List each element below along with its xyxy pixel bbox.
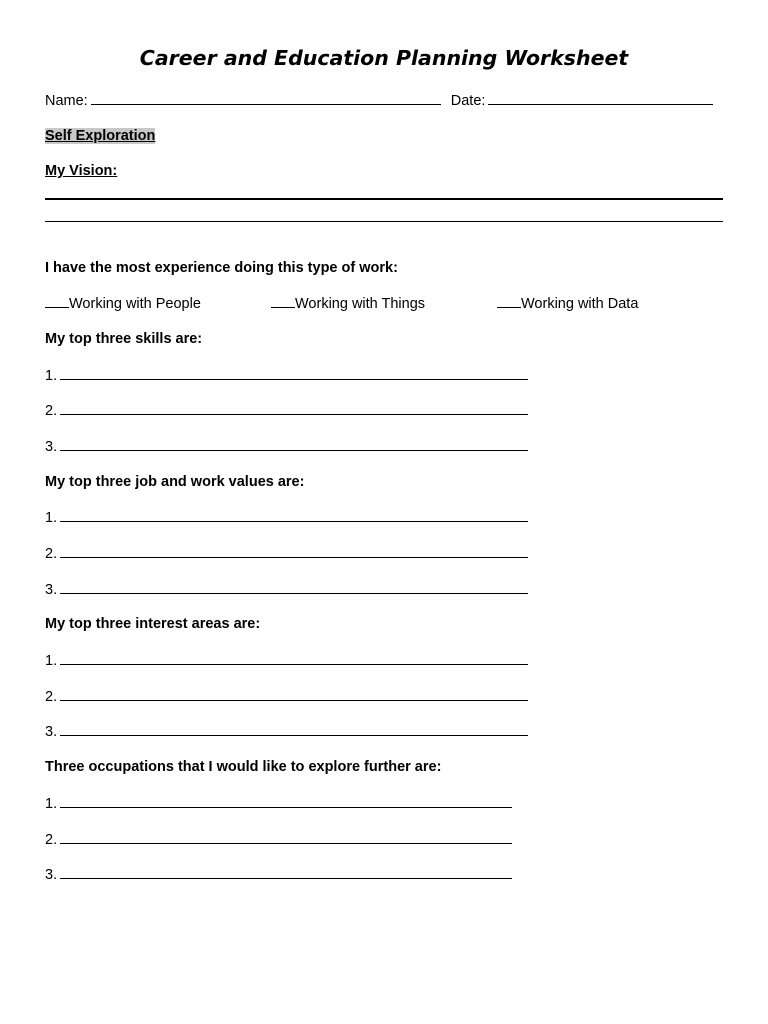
interest-field-2[interactable]: [60, 686, 528, 701]
skills-prompt: My top three skills are:: [45, 331, 203, 347]
section-heading: [45, 126, 155, 146]
item-number: 3.: [45, 582, 58, 598]
vision-line-2[interactable]: [45, 221, 723, 222]
list-item: [45, 793, 512, 814]
item-number: 1.: [45, 510, 58, 526]
item-number: 2.: [45, 546, 58, 562]
item-number: 2.: [45, 689, 58, 705]
list-item: [45, 864, 512, 885]
item-number: 1.: [45, 653, 58, 669]
item-number: 3.: [45, 439, 58, 455]
self-exploration-heading: Self Exploration: [45, 128, 156, 144]
option-people[interactable]: [45, 293, 201, 314]
page-title: Career and Education Planning Worksheet: [139, 46, 629, 70]
item-number: 1.: [45, 796, 58, 812]
option-data-blank[interactable]: [497, 293, 521, 308]
occupation-field-3[interactable]: [60, 864, 512, 879]
values-prompt: My top three job and work values are:: [45, 474, 305, 490]
experience-prompt: I have the most experience doing this type of work:: [45, 260, 398, 276]
occupation-field-1[interactable]: [60, 793, 512, 808]
name-label: Name:: [45, 93, 88, 109]
option-things-label: Working with Things: [295, 296, 426, 312]
interests-prompt: My top three interest areas are:: [45, 616, 261, 632]
date-field[interactable]: [488, 90, 713, 105]
list-item: [45, 579, 528, 600]
item-number: 3.: [45, 867, 58, 883]
date-label: Date:: [450, 93, 486, 109]
value-field-2[interactable]: [60, 543, 528, 558]
list-item: [45, 543, 528, 564]
name-field[interactable]: [91, 90, 441, 105]
option-data[interactable]: [497, 293, 638, 314]
interest-field-1[interactable]: [60, 650, 528, 665]
vision-line-1[interactable]: [45, 198, 723, 200]
skill-field-3[interactable]: [60, 436, 528, 451]
skill-field-2[interactable]: [60, 400, 528, 415]
value-field-3[interactable]: [60, 579, 528, 594]
option-things[interactable]: [271, 293, 425, 314]
skill-field-1[interactable]: [60, 365, 528, 380]
item-number: 2.: [45, 832, 58, 848]
item-number: 1.: [45, 368, 58, 384]
occupation-field-2[interactable]: [60, 829, 512, 844]
name-date-row: [45, 90, 713, 111]
option-people-label: Working with People: [69, 296, 201, 312]
option-people-blank[interactable]: [45, 293, 69, 308]
list-item: [45, 436, 528, 457]
value-field-1[interactable]: [60, 507, 528, 522]
list-item: [45, 829, 512, 850]
list-item: [45, 365, 528, 386]
item-number: 2.: [45, 403, 58, 419]
list-item: [45, 507, 528, 528]
list-item: [45, 686, 528, 707]
option-data-label: Working with Data: [521, 296, 639, 312]
occupations-prompt: Three occupations that I would like to explore further are:: [45, 759, 442, 775]
interest-field-3[interactable]: [60, 721, 528, 736]
vision-label: My Vision:: [45, 163, 118, 179]
list-item: [45, 721, 528, 742]
option-things-blank[interactable]: [271, 293, 295, 308]
list-item: [45, 650, 528, 671]
item-number: 3.: [45, 724, 58, 740]
list-item: [45, 400, 528, 421]
